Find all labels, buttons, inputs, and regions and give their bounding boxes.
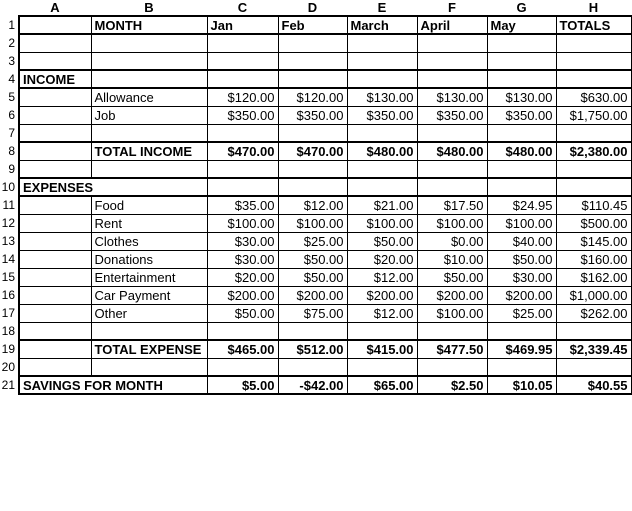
cell-D11[interactable]: $12.00	[278, 196, 347, 214]
sheet-row-20	[0, 358, 631, 376]
cell-H2[interactable]	[556, 34, 631, 52]
cell-H18[interactable]	[556, 322, 631, 340]
cell-A8[interactable]	[19, 142, 91, 160]
cell-E1[interactable]: March	[347, 16, 417, 34]
cell-H13[interactable]: $145.00	[556, 232, 631, 250]
cell-E21[interactable]: $65.00	[347, 376, 417, 394]
row-header-21[interactable]: 21	[0, 376, 19, 394]
cell-A10[interactable]: EXPENSES	[19, 178, 207, 196]
cell-G5[interactable]: $130.00	[487, 88, 556, 106]
cell-B18[interactable]	[91, 322, 207, 340]
cell-H4[interactable]	[556, 70, 631, 88]
sheet-row-13	[0, 232, 631, 250]
cell-D2[interactable]	[278, 34, 347, 52]
cell-F20[interactable]	[417, 358, 487, 376]
sheet-row-16	[0, 286, 631, 304]
cell-B17[interactable]: Other	[91, 304, 207, 322]
cell-G18[interactable]	[487, 322, 556, 340]
cell-D1[interactable]: Feb	[278, 16, 347, 34]
cell-G14[interactable]: $50.00	[487, 250, 556, 268]
cell-D14[interactable]: $50.00	[278, 250, 347, 268]
cell-B16[interactable]: Car Payment	[91, 286, 207, 304]
cell-D8[interactable]: $470.00	[278, 142, 347, 160]
cell-A19[interactable]	[19, 340, 91, 358]
cell-A6[interactable]	[19, 106, 91, 124]
cell-C8[interactable]: $470.00	[207, 142, 278, 160]
row-header-3[interactable]: 3	[0, 52, 19, 70]
sheet-row-17	[0, 304, 631, 322]
cell-C1[interactable]: Jan	[207, 16, 278, 34]
sheet-row-6	[0, 106, 631, 124]
cell-C11[interactable]: $35.00	[207, 196, 278, 214]
cell-H19[interactable]: $2,339.45	[556, 340, 631, 358]
cell-C20[interactable]	[207, 358, 278, 376]
cell-B19[interactable]: TOTAL EXPENSE	[91, 340, 207, 358]
cell-D20[interactable]	[278, 358, 347, 376]
cell-F2[interactable]	[417, 34, 487, 52]
cell-E20[interactable]	[347, 358, 417, 376]
row-header-10[interactable]: 10	[0, 178, 19, 196]
cell-D12[interactable]: $100.00	[278, 214, 347, 232]
cell-F9[interactable]	[417, 160, 487, 178]
cell-H20[interactable]	[556, 358, 631, 376]
cell-G11[interactable]: $24.95	[487, 196, 556, 214]
cell-C7[interactable]	[207, 124, 278, 142]
cell-F6[interactable]: $350.00	[417, 106, 487, 124]
cell-B11[interactable]: Food	[91, 196, 207, 214]
cell-B8[interactable]: TOTAL INCOME	[91, 142, 207, 160]
sheet-row-3	[0, 52, 631, 70]
cell-E18[interactable]	[347, 322, 417, 340]
cell-E15[interactable]: $12.00	[347, 268, 417, 286]
row-header-14[interactable]: 14	[0, 250, 19, 268]
cell-A2[interactable]	[19, 34, 91, 52]
cell-G6[interactable]: $350.00	[487, 106, 556, 124]
row-header-16[interactable]: 16	[0, 286, 19, 304]
cell-C6[interactable]: $350.00	[207, 106, 278, 124]
cell-A7[interactable]	[19, 124, 91, 142]
cell-D4[interactable]	[278, 70, 347, 88]
cell-E17[interactable]: $12.00	[347, 304, 417, 322]
cell-G8[interactable]: $480.00	[487, 142, 556, 160]
column-header-F[interactable]: F	[417, 0, 487, 16]
cell-E11[interactable]: $21.00	[347, 196, 417, 214]
cell-A15[interactable]	[19, 268, 91, 286]
cell-F17[interactable]: $100.00	[417, 304, 487, 322]
cell-G16[interactable]: $200.00	[487, 286, 556, 304]
row-header-8[interactable]: 8	[0, 142, 19, 160]
row-header-7[interactable]: 7	[0, 124, 19, 142]
cell-E10[interactable]	[347, 178, 417, 196]
cell-C12[interactable]: $100.00	[207, 214, 278, 232]
cell-A17[interactable]	[19, 304, 91, 322]
row-header-11[interactable]: 11	[0, 196, 19, 214]
cell-C14[interactable]: $30.00	[207, 250, 278, 268]
column-header-C[interactable]: C	[207, 0, 278, 16]
cell-D15[interactable]: $50.00	[278, 268, 347, 286]
cell-B20[interactable]	[91, 358, 207, 376]
cell-E7[interactable]	[347, 124, 417, 142]
sheet-row-9	[0, 160, 631, 178]
cell-D13[interactable]: $25.00	[278, 232, 347, 250]
cell-H16[interactable]: $1,000.00	[556, 286, 631, 304]
cell-C17[interactable]: $50.00	[207, 304, 278, 322]
cell-G3[interactable]	[487, 52, 556, 70]
cell-E4[interactable]	[347, 70, 417, 88]
row-header-4[interactable]: 4	[0, 70, 19, 88]
column-header-B[interactable]: B	[91, 0, 207, 16]
cell-A20[interactable]	[19, 358, 91, 376]
cell-E8[interactable]: $480.00	[347, 142, 417, 160]
cell-F12[interactable]: $100.00	[417, 214, 487, 232]
cell-B13[interactable]: Clothes	[91, 232, 207, 250]
cell-C16[interactable]: $200.00	[207, 286, 278, 304]
cell-A14[interactable]	[19, 250, 91, 268]
cell-D7[interactable]	[278, 124, 347, 142]
cell-H8[interactable]: $2,380.00	[556, 142, 631, 160]
sheet-row-1	[0, 16, 631, 34]
cell-A11[interactable]	[19, 196, 91, 214]
cell-C9[interactable]	[207, 160, 278, 178]
cell-B6[interactable]: Job	[91, 106, 207, 124]
cell-B7[interactable]	[91, 124, 207, 142]
cell-H12[interactable]: $500.00	[556, 214, 631, 232]
row-header-19[interactable]: 19	[0, 340, 19, 358]
cell-D19[interactable]: $512.00	[278, 340, 347, 358]
cell-C5[interactable]: $120.00	[207, 88, 278, 106]
cell-C10[interactable]	[207, 178, 278, 196]
sheet-row-5	[0, 88, 631, 106]
cell-D9[interactable]	[278, 160, 347, 178]
cell-H1[interactable]: TOTALS	[556, 16, 631, 34]
column-header-H[interactable]: H	[556, 0, 631, 16]
cell-F13[interactable]: $0.00	[417, 232, 487, 250]
cell-G2[interactable]	[487, 34, 556, 52]
cell-E16[interactable]: $200.00	[347, 286, 417, 304]
cell-G15[interactable]: $30.00	[487, 268, 556, 286]
cell-C13[interactable]: $30.00	[207, 232, 278, 250]
cell-G17[interactable]: $25.00	[487, 304, 556, 322]
cell-C15[interactable]: $20.00	[207, 268, 278, 286]
sheet-row-19	[0, 340, 631, 358]
cell-D21[interactable]: -$42.00	[278, 376, 347, 394]
cell-E12[interactable]: $100.00	[347, 214, 417, 232]
cell-F14[interactable]: $10.00	[417, 250, 487, 268]
cell-B12[interactable]: Rent	[91, 214, 207, 232]
cell-F15[interactable]: $50.00	[417, 268, 487, 286]
cell-B2[interactable]	[91, 34, 207, 52]
cell-A16[interactable]	[19, 286, 91, 304]
row-header-12[interactable]: 12	[0, 214, 19, 232]
column-header-D[interactable]: D	[278, 0, 347, 16]
sheet-row-10	[0, 178, 631, 196]
cell-F8[interactable]: $480.00	[417, 142, 487, 160]
cell-B9[interactable]	[91, 160, 207, 178]
cell-D3[interactable]	[278, 52, 347, 70]
sheet-row-21	[0, 376, 631, 394]
cell-B3[interactable]	[91, 52, 207, 70]
cell-H10[interactable]	[556, 178, 631, 196]
corner-cell[interactable]	[0, 0, 19, 16]
cell-F10[interactable]	[417, 178, 487, 196]
cell-F21[interactable]: $2.50	[417, 376, 487, 394]
cell-C19[interactable]: $465.00	[207, 340, 278, 358]
column-header-G[interactable]: G	[487, 0, 556, 16]
cell-E6[interactable]: $350.00	[347, 106, 417, 124]
row-header-13[interactable]: 13	[0, 232, 19, 250]
cell-A21[interactable]: SAVINGS FOR MONTH	[19, 376, 207, 394]
cell-F5[interactable]: $130.00	[417, 88, 487, 106]
row-header-1[interactable]: 1	[0, 16, 19, 34]
column-header-E[interactable]: E	[347, 0, 417, 16]
cell-D17[interactable]: $75.00	[278, 304, 347, 322]
cell-A5[interactable]	[19, 88, 91, 106]
cell-B14[interactable]: Donations	[91, 250, 207, 268]
cell-H9[interactable]	[556, 160, 631, 178]
cell-F19[interactable]: $477.50	[417, 340, 487, 358]
cell-G12[interactable]: $100.00	[487, 214, 556, 232]
cell-G9[interactable]	[487, 160, 556, 178]
cell-G20[interactable]	[487, 358, 556, 376]
cell-C21[interactable]: $5.00	[207, 376, 278, 394]
row-header-20[interactable]: 20	[0, 358, 19, 376]
sheet-row-4	[0, 70, 631, 88]
cell-D5[interactable]: $120.00	[278, 88, 347, 106]
cell-G7[interactable]	[487, 124, 556, 142]
cell-E3[interactable]	[347, 52, 417, 70]
cell-G10[interactable]	[487, 178, 556, 196]
cell-C4[interactable]	[207, 70, 278, 88]
cell-B5[interactable]: Allowance	[91, 88, 207, 106]
row-header-6[interactable]: 6	[0, 106, 19, 124]
cell-E13[interactable]: $50.00	[347, 232, 417, 250]
cell-D16[interactable]: $200.00	[278, 286, 347, 304]
cell-D6[interactable]: $350.00	[278, 106, 347, 124]
cell-F18[interactable]	[417, 322, 487, 340]
sheet-row-18	[0, 322, 631, 340]
cell-E19[interactable]: $415.00	[347, 340, 417, 358]
cell-F3[interactable]	[417, 52, 487, 70]
sheet-row-14	[0, 250, 631, 268]
cell-G1[interactable]: May	[487, 16, 556, 34]
cell-H14[interactable]: $160.00	[556, 250, 631, 268]
cell-H15[interactable]: $162.00	[556, 268, 631, 286]
cell-E5[interactable]: $130.00	[347, 88, 417, 106]
column-header-A[interactable]: A	[19, 0, 91, 16]
cell-E14[interactable]: $20.00	[347, 250, 417, 268]
cell-H3[interactable]	[556, 52, 631, 70]
cell-E2[interactable]	[347, 34, 417, 52]
row-header-17[interactable]: 17	[0, 304, 19, 322]
cell-A4[interactable]: INCOME	[19, 70, 91, 88]
cell-D18[interactable]	[278, 322, 347, 340]
cell-H5[interactable]: $630.00	[556, 88, 631, 106]
cell-G19[interactable]: $469.95	[487, 340, 556, 358]
sheet-row-12	[0, 214, 631, 232]
cell-H17[interactable]: $262.00	[556, 304, 631, 322]
cell-H6[interactable]: $1,750.00	[556, 106, 631, 124]
cell-C18[interactable]	[207, 322, 278, 340]
cell-A13[interactable]	[19, 232, 91, 250]
cell-B1[interactable]: MONTH	[91, 16, 207, 34]
sheet-row-11	[0, 196, 631, 214]
cell-A18[interactable]	[19, 322, 91, 340]
cell-C2[interactable]	[207, 34, 278, 52]
cell-G21[interactable]: $10.05	[487, 376, 556, 394]
cell-F4[interactable]	[417, 70, 487, 88]
cell-H21[interactable]: $40.55	[556, 376, 631, 394]
cell-F16[interactable]: $200.00	[417, 286, 487, 304]
sheet-row-8	[0, 142, 631, 160]
row-header-9[interactable]: 9	[0, 160, 19, 178]
cell-G4[interactable]	[487, 70, 556, 88]
cell-F11[interactable]: $17.50	[417, 196, 487, 214]
cell-D10[interactable]	[278, 178, 347, 196]
cell-B15[interactable]: Entertainment	[91, 268, 207, 286]
cell-H11[interactable]: $110.45	[556, 196, 631, 214]
cell-C3[interactable]	[207, 52, 278, 70]
row-header-18[interactable]: 18	[0, 322, 19, 340]
cell-A3[interactable]	[19, 52, 91, 70]
row-header-15[interactable]: 15	[0, 268, 19, 286]
cell-F1[interactable]: April	[417, 16, 487, 34]
cell-A9[interactable]	[19, 160, 91, 178]
row-header-5[interactable]: 5	[0, 88, 19, 106]
sheet-row-7	[0, 124, 631, 142]
cell-A12[interactable]	[19, 214, 91, 232]
cell-E9[interactable]	[347, 160, 417, 178]
sheet-row-2	[0, 34, 631, 52]
cell-F7[interactable]	[417, 124, 487, 142]
cell-A1[interactable]	[19, 16, 91, 34]
cell-H7[interactable]	[556, 124, 631, 142]
cell-G13[interactable]: $40.00	[487, 232, 556, 250]
sheet-row-15	[0, 268, 631, 286]
cell-B4[interactable]	[91, 70, 207, 88]
row-header-2[interactable]: 2	[0, 34, 19, 52]
